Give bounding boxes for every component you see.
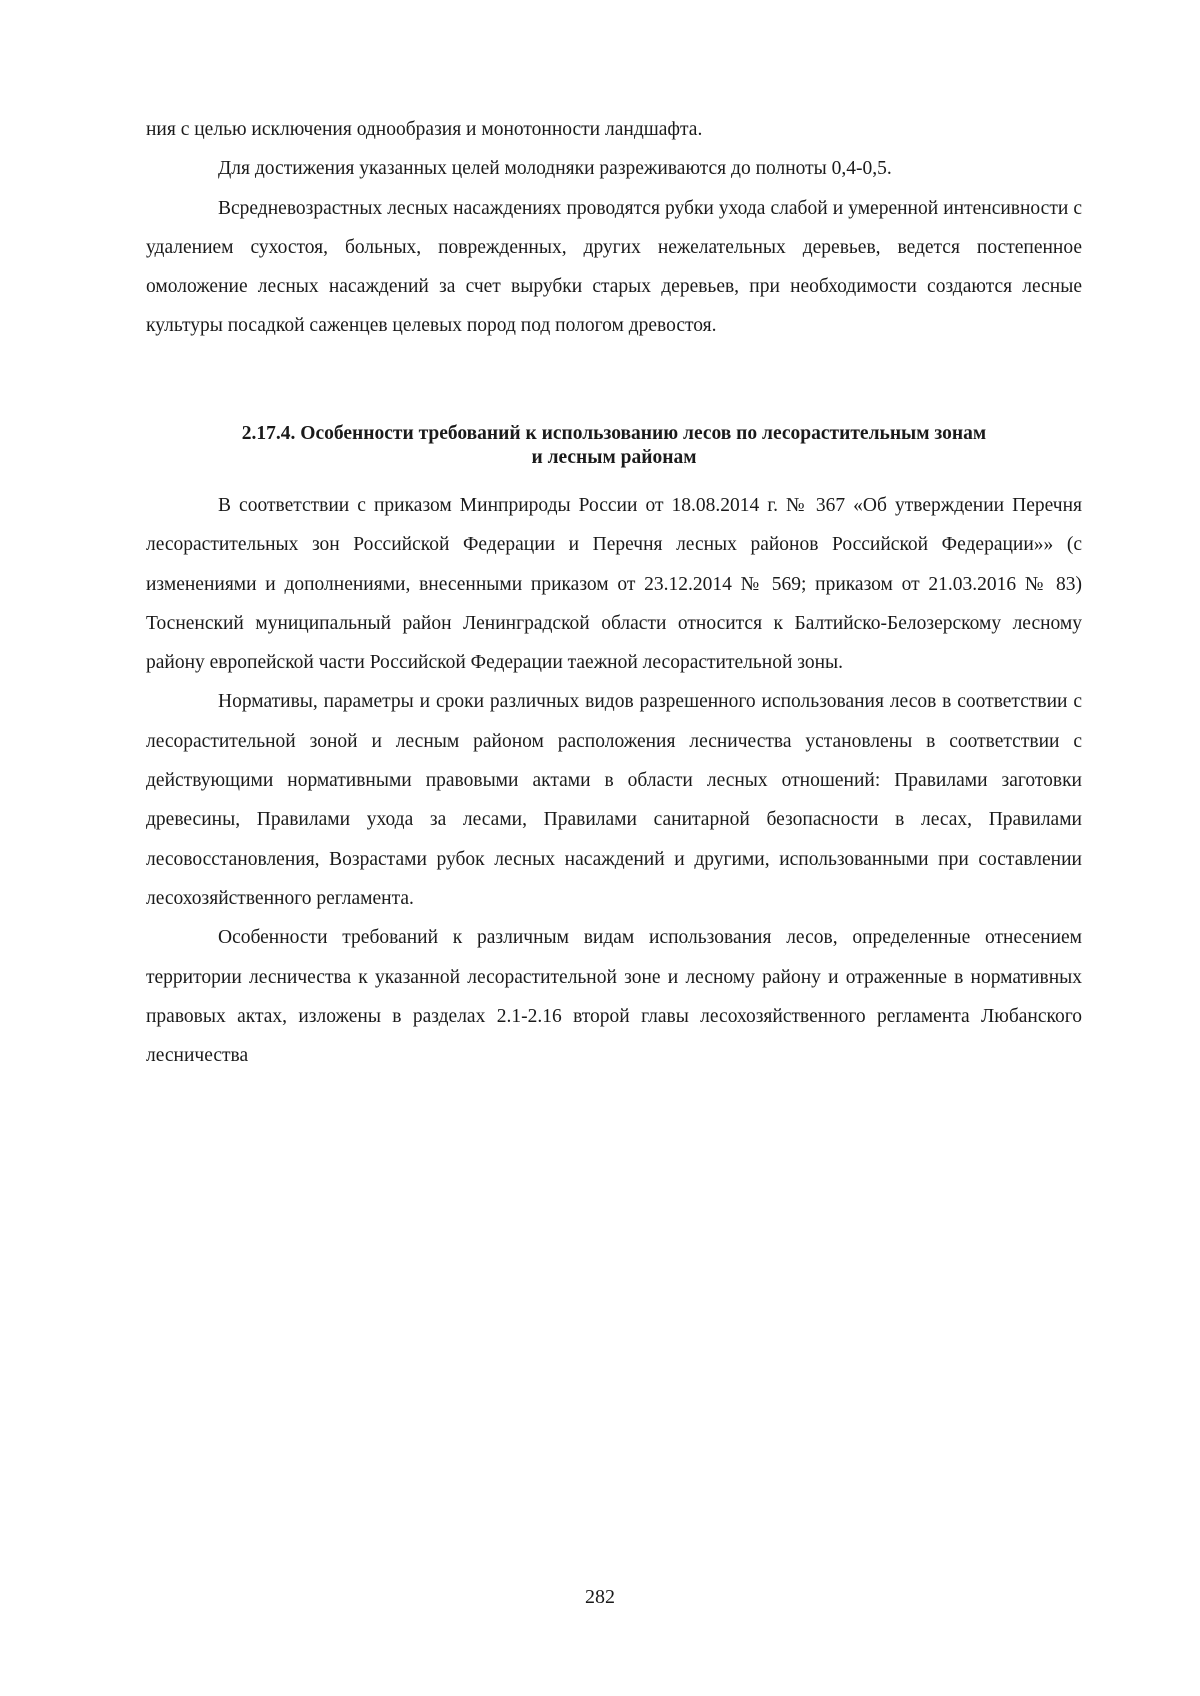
paragraph-continuation: ния с целью исключения однообразия и монотонности ландшафта.: [146, 119, 703, 140]
text-block-bottom: [146, 486, 1082, 1075]
paragraph-requirements: Особенности требований к различным видам использования лесов, определенные отнесением территории лесничества к указанной лесорастительной зоне и лесному району и отраженные в нормативных правовых актах, изложены в разделах 2.1-2.16 второй главы лесохозяйственного регламента Любанского лесничества: [146, 927, 1082, 1067]
section-heading-line-1: 2.17.4. Особенности требований к использованию лесов по лесорастительным зонам: [241, 423, 987, 444]
section-heading-line-2: и лесным районам: [531, 447, 697, 468]
paragraph-order-reference: В соответствии с приказом Минприроды России от 18.08.2014 г. № 367 «Об утверждении Перечня лесорастительных зон Российской Федерации и Перечня лесных районов Российской Федерации»» (с изменениями и дополнениями, внесенными приказом от 23.12.2014 № 569; приказом от 21.03.2016 № 83) Тосненский муниципальный район Ленинградской области относится к Балтийско-Белозерскому лесному району европейской части Российской Федерации таежной лесорастительной зоны.: [146, 495, 1082, 674]
paragraph-thinning: Для достижения указанных целей молодняки разреживаются до полноты 0,4-0,5.: [218, 158, 892, 180]
text-block-top: [146, 110, 1082, 346]
paragraph-middle-aged-stands: Всредневозрастных лесных насаждениях проводятся рубки ухода слабой и умеренной интенсивности с удалением сухостоя, больных, поврежденных, других нежелательных деревьев, ведется постепенное омоложение лесных насаждений за счет вырубки старых деревьев, при необходимости создаются лесные культуры посадкой саженцев целевых пород под пологом древостоя.: [146, 197, 1082, 337]
page-number: 282: [585, 1586, 615, 1608]
section-heading: [146, 422, 1082, 470]
paragraph-norms: Нормативы, параметры и сроки различных видов разрешенного использования лесов в соответствии с лесорастительной зоной и лесным районом расположения лесничества установлены в соответствии с действующими нормативными правовыми актами в области лесных отношений: Правилами заготовки древесины, Правилами ухода за лесами, Правилами санитарной безопасности в лесах, Правилами лесовосстановления, Возрастами рубок лесных насаждений и другими, использованными при составлении лесохозяйственного регламента.: [146, 691, 1082, 909]
